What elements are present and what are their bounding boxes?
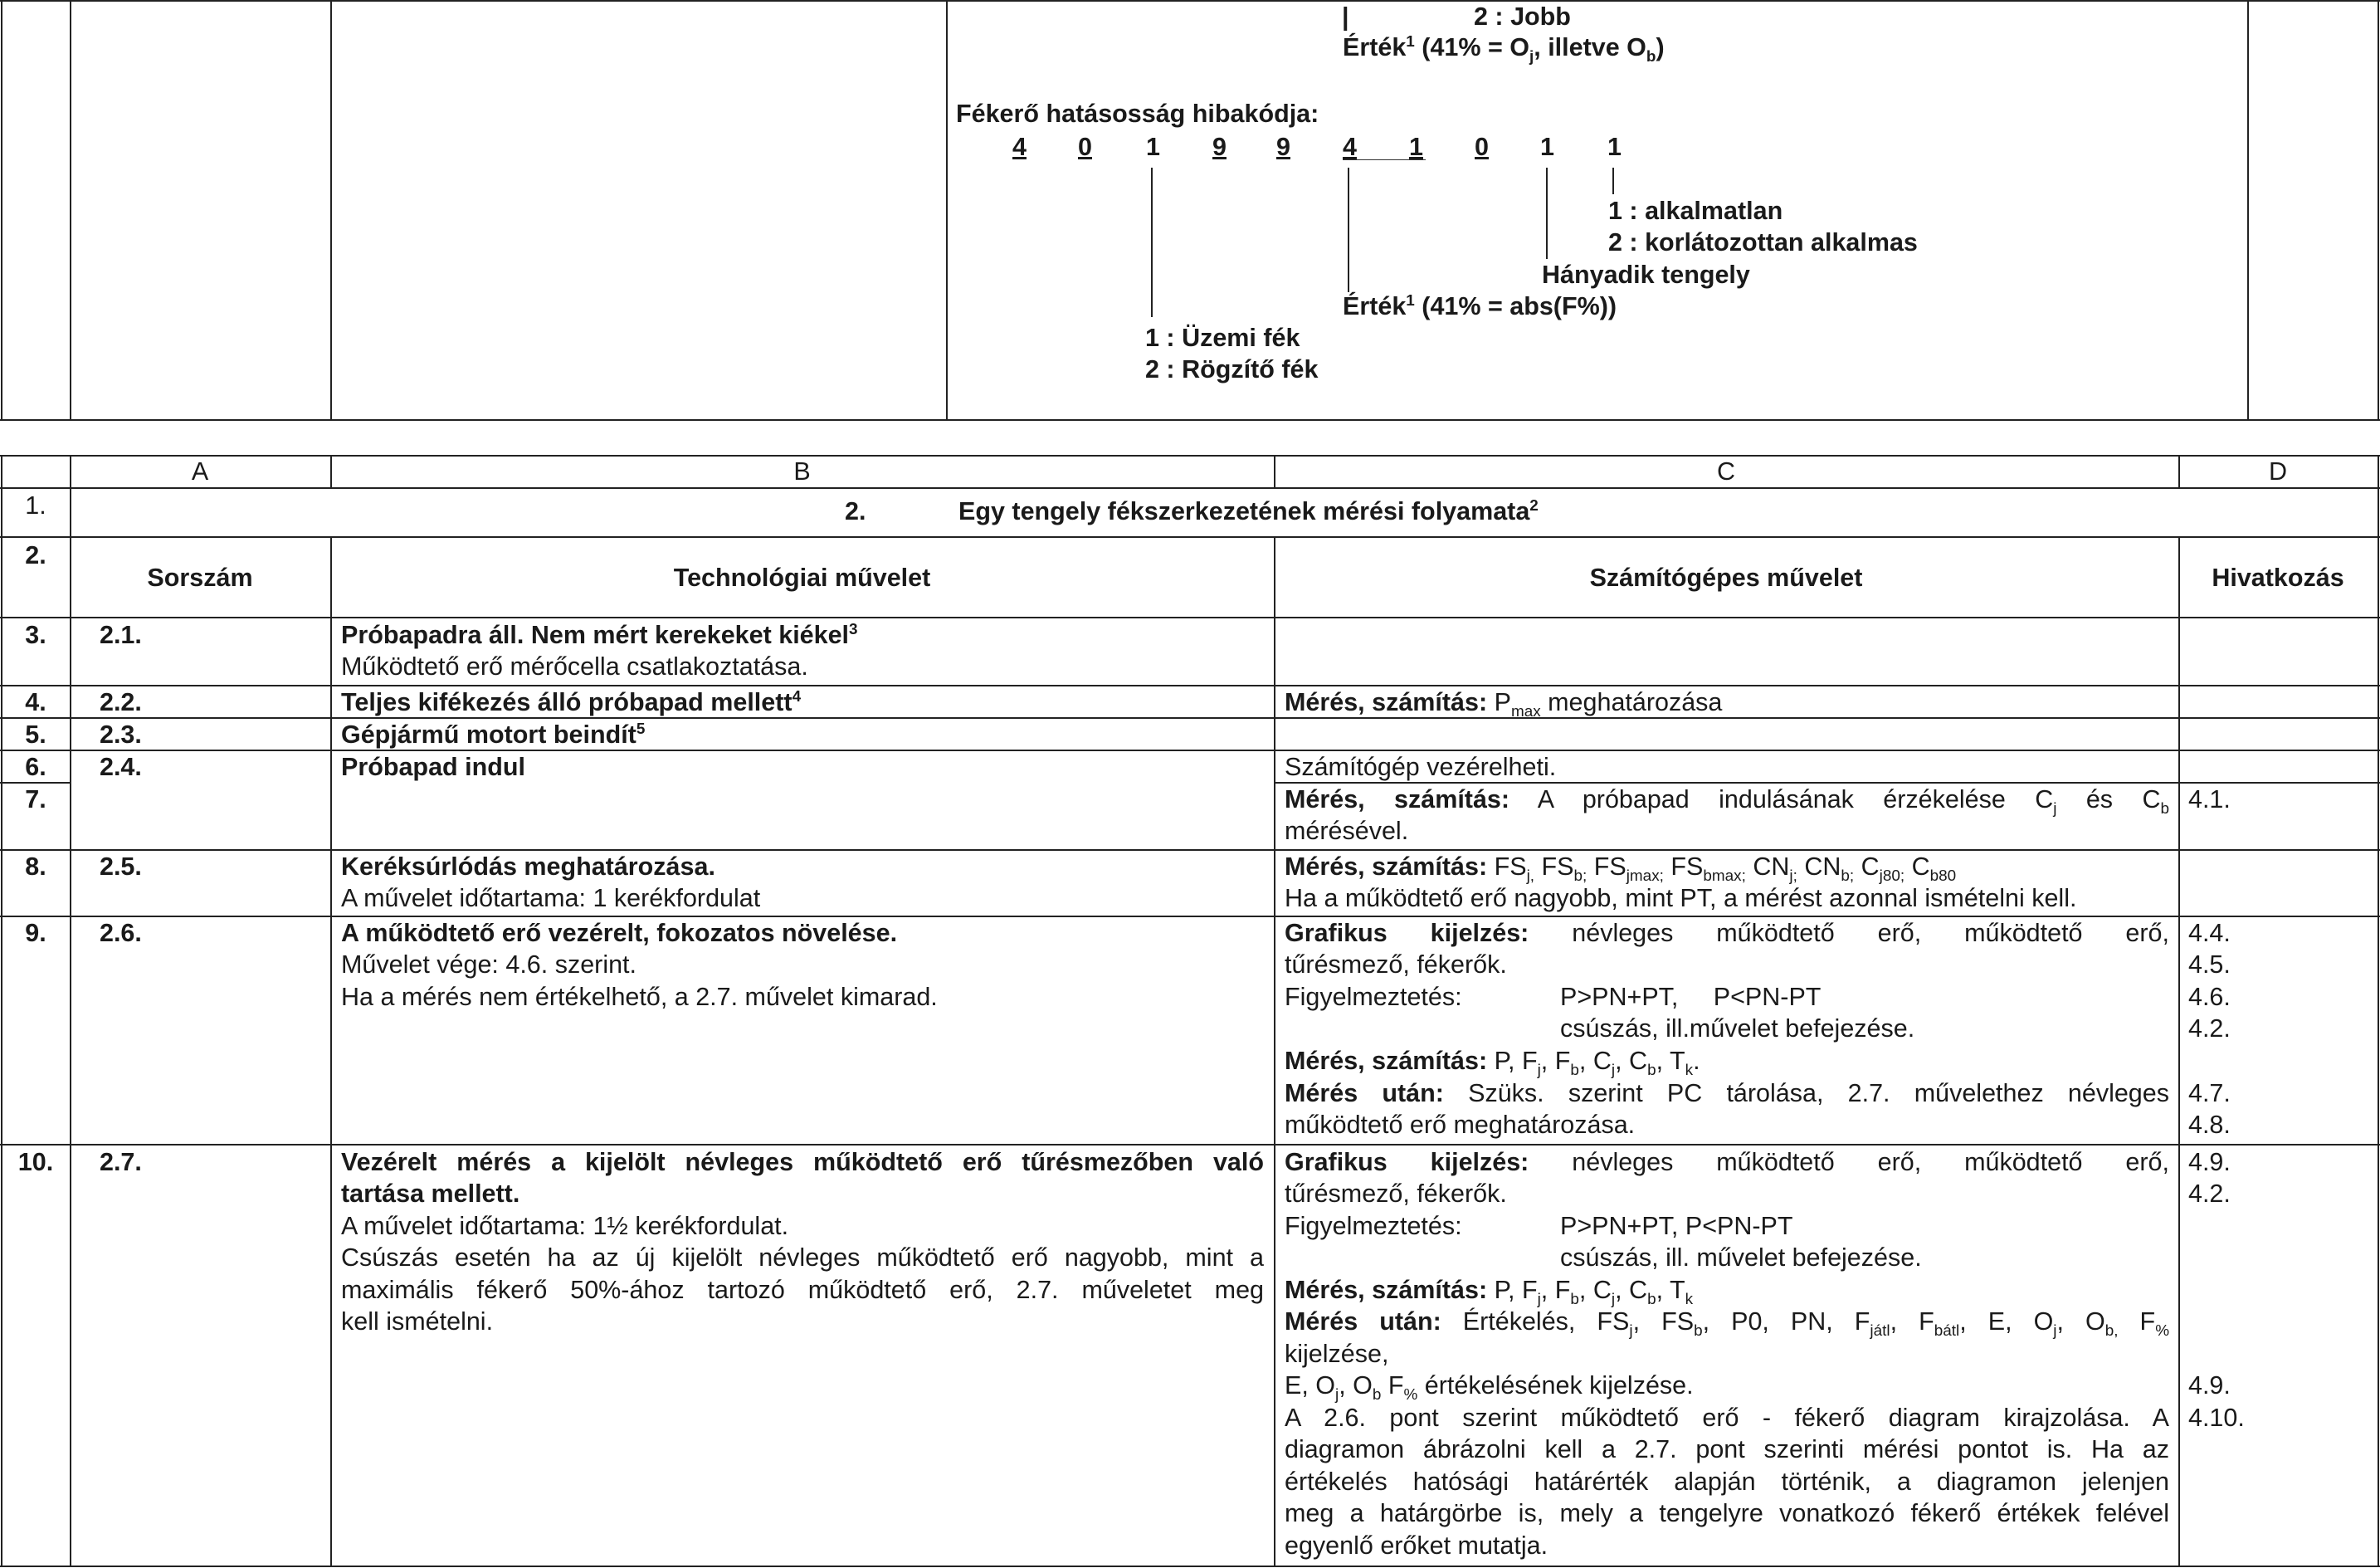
code-note: 2 : Rögzítő fék: [1145, 355, 1319, 383]
cell-d: 4.10.: [2188, 1404, 2245, 1432]
cell-b: Keréksúrlódás meghatározása.: [341, 852, 715, 881]
cell-c: Mérés után: Értékelés, $FS_j$, $FS_b$, P0, PN, $F_{játl}$, $F_{bátl}$, E, $O_j$, $O_{b,}$ $F_{\%}$: [1285, 1307, 2169, 1341]
cell-d: 4.2.: [2188, 1180, 2231, 1208]
cell-b: Próbapad indul: [341, 753, 525, 781]
digit: 0: [1078, 133, 1092, 161]
code-note: 1 : alkalmatlan: [1608, 197, 1783, 225]
cell-c: Számítógép vezérelheti.: [1285, 753, 1557, 781]
cell-b: kell ismételni.: [341, 1307, 494, 1336]
cell-d: 4.5.: [2188, 950, 2231, 979]
top-border: [0, 0, 2380, 2]
cell-d: 4.1.: [2188, 785, 2231, 813]
digit: 0: [1475, 133, 1489, 161]
cell-b: Működtető erő mérőcella csatlakoztatása.: [341, 652, 808, 681]
cell-c: értékelés hatósági határérték alapján történik, a diagramon jelenjen: [1285, 1468, 2169, 1496]
code-note: 1 : Üzemi fék: [1145, 324, 1300, 352]
cell-d: 4.2.: [2188, 1014, 2231, 1043]
row-number: 5.: [25, 720, 46, 749]
cell-a: 2.2.: [100, 688, 142, 716]
row-number: 1.: [25, 491, 46, 520]
cell-c: Mérés, számítás: P, $F_j$, $F_b$, $C_j$, $C_b$, $T_k$: [1285, 1276, 1694, 1309]
cell-c: Mérés, számítás: $P_{max}$ meghatározása: [1285, 688, 1723, 721]
vline: [1, 0, 2, 420]
cell-c: A 2.6. pont szerint működtető erő - fékerő diagram kirajzolása. A: [1285, 1404, 2169, 1432]
row-number: 10.: [17, 1148, 54, 1176]
digit: 9: [1212, 133, 1227, 161]
value-line-1: Érték$^1$ ($41\% = O_j$, illetve $O_b$): [1343, 32, 1665, 66]
cell-c: Mérés, számítás: $FS_{j,}$ $FS_{b;}$ $FS_{jmax;}$ $FS_{bmax;}$ $CN_{j;}$ $CN_{b;}$ $C_{j80;}$ $C_{b80}$: [1285, 852, 1957, 886]
code-note: Érték$^1$ (41% = abs(F%)): [1343, 291, 1617, 320]
cell-a: 2.3.: [100, 720, 142, 749]
cell-c: kijelzése,: [1285, 1340, 1389, 1368]
digit: 1: [1409, 133, 1423, 161]
col-letter: A: [191, 457, 209, 486]
pipe-line: [1612, 168, 1614, 194]
cell-c: Grafikus kijelzés: névleges működtető erő, működtető erő,: [1285, 1148, 2169, 1176]
cell-b: Ha a mérés nem értékelhető, a 2.7. művelet kimarad.: [341, 983, 938, 1011]
digit: 1: [1607, 133, 1622, 161]
cell-c: csúszás, ill. művelet befejezése.: [1560, 1243, 1922, 1272]
col-letter: C: [1716, 457, 1736, 486]
cell-c: E, $O_j$, $O_b$ $F_{\%}$ értékelésének kijelzése.: [1285, 1371, 1694, 1404]
cell-b: Csúszás esetén ha az új kijelölt névleges működtető erő nagyobb, mint a: [341, 1243, 1264, 1272]
cell-d: 4.4.: [2188, 919, 2231, 947]
cell-c: Figyelmeztetés:: [1285, 1212, 1462, 1240]
cell-b: Vezérelt mérés a kijelölt névleges működtető erő tűrésmezőben való: [341, 1148, 1264, 1176]
cell-b: Művelet vége: 4.6. szerint.: [341, 950, 637, 979]
vline: [2378, 0, 2379, 420]
cell-c: tűrésmező, fékerők.: [1285, 1180, 1507, 1208]
cell-b: Teljes kifékezés álló próbapad mellett$^4$: [341, 687, 802, 716]
vline: [330, 0, 332, 420]
row-number: 4.: [25, 688, 46, 716]
cell-a: 2.7.: [100, 1148, 142, 1176]
cell-c: Mérés, számítás: P, $F_j$, $F_b$, $C_j$, $C_b$, $T_k$.: [1285, 1047, 1700, 1080]
col-letter: D: [2268, 457, 2288, 486]
top-bottom-border: [0, 419, 2380, 421]
vline: [2178, 536, 2180, 1566]
col-letter: B: [793, 457, 811, 486]
cell-a: 2.1.: [100, 621, 142, 649]
vline: [330, 536, 332, 1566]
cell-a: 2.5.: [100, 852, 142, 881]
digit: 1: [1540, 133, 1554, 161]
cell-b: A működtető erő vezérelt, fokozatos növelése.: [341, 919, 898, 947]
row-number: 3.: [25, 621, 46, 649]
row-number: 8.: [25, 852, 46, 881]
row-number: 7.: [25, 785, 46, 813]
header-technologiai: Technológiai művelet: [673, 564, 931, 592]
digit: 9: [1276, 133, 1290, 161]
hline: [0, 617, 2380, 618]
cell-c: csúszás, ill.művelet befejezése.: [1560, 1014, 1915, 1043]
cell-c: Mérés, számítás: A próbapad indulásának érzékelése $C_j$ és $C_b$: [1285, 785, 2169, 818]
pipe-line: [1151, 168, 1153, 317]
cell-c: Ha a működtető erő nagyobb, mint PT, a mérést azonnal ismételni kell.: [1285, 884, 2077, 912]
cell-d: 4.9.: [2188, 1148, 2231, 1176]
vline: [2247, 0, 2249, 420]
cell-d: 4.7.: [2188, 1079, 2231, 1107]
cell-c: Grafikus kijelzés: névleges működtető erő, működtető erő,: [1285, 919, 2169, 947]
row-number: 2.: [25, 541, 46, 569]
cell-c: Mérés után: Szüks. szerint PC tárolása, 2.7. művelethez névleges: [1285, 1079, 2169, 1107]
cell-d: 4.6.: [2188, 983, 2231, 1011]
cell-a: 2.4.: [100, 753, 142, 781]
cell-b: maximális fékerő 50%-ához tartozó működtető erő, 2.7. műveletet meg: [341, 1276, 1264, 1304]
error-code-heading: Fékerő hatásosság hibakódja:: [956, 100, 1319, 128]
row-number: 6.: [25, 753, 46, 781]
cell-c: mérésével.: [1285, 817, 1409, 845]
underline: [1343, 159, 1426, 160]
cell-d: 4.9.: [2188, 1371, 2231, 1399]
cell-c: P>PN+PT, P<PN-PT: [1560, 983, 1822, 1011]
pipe: |: [1342, 2, 1349, 31]
title-number: 2.: [845, 497, 866, 525]
header-szamitogepes: Számítógépes művelet: [1589, 564, 1863, 592]
vline: [1274, 536, 1275, 1566]
hline: [0, 1144, 2380, 1145]
code-right: 2 : Jobb: [1474, 2, 1571, 31]
digit: 4: [1012, 133, 1027, 161]
code-note: Hányadik tengely: [1542, 261, 1750, 289]
cell-d: 4.8.: [2188, 1111, 2231, 1139]
header-hivatkozas: Hivatkozás: [2212, 564, 2344, 592]
cell-c: egyenlő erőket mutatja.: [1285, 1531, 1548, 1560]
row-number: 9.: [25, 919, 46, 947]
cell-c: működtető erő meghatározása.: [1285, 1111, 1636, 1139]
vline: [70, 0, 71, 420]
cell-b: A művelet időtartama: 1½ kerékfordulat.: [341, 1212, 789, 1240]
cell-c: diagramon ábrázolni kell a 2.7. pont szerinti mérési pontot is. Ha az: [1285, 1435, 2169, 1463]
code-note: 2 : korlátozottan alkalmas: [1608, 228, 1918, 256]
digit: 1: [1146, 133, 1160, 161]
digit: 4: [1343, 133, 1357, 161]
cell-c: tűrésmező, fékerők.: [1285, 950, 1507, 979]
hline: [0, 487, 2380, 489]
cell-b: A művelet időtartama: 1 kerékfordulat: [341, 884, 761, 912]
cell-b: tartása mellett.: [341, 1180, 520, 1208]
table-title: Egy tengely fékszerkezetének mérési folyamata$^2$: [958, 496, 1539, 525]
cell-b: Gépjármű motort beindít$^5$: [341, 720, 646, 749]
header-sorszam: Sorszám: [147, 564, 253, 592]
cell-c: Figyelmeztetés:: [1285, 983, 1462, 1011]
vline: [946, 0, 948, 420]
cell-c: meg a határgörbe is, mely a tengelyre vonatkozó fékerő értékek felével: [1285, 1499, 2169, 1527]
vline: [70, 455, 71, 1566]
cell-b: Próbapadra áll. Nem mért kerekeket kiékel$^3$: [341, 620, 858, 649]
hline: [0, 536, 2380, 538]
cell-a: 2.6.: [100, 919, 142, 947]
cell-c: P>PN+PT, P<PN-PT: [1560, 1212, 1793, 1240]
vline: [2378, 455, 2379, 1566]
hline: [0, 1566, 2380, 1567]
pipe-line: [1348, 168, 1349, 292]
pipe-line: [1546, 168, 1548, 259]
